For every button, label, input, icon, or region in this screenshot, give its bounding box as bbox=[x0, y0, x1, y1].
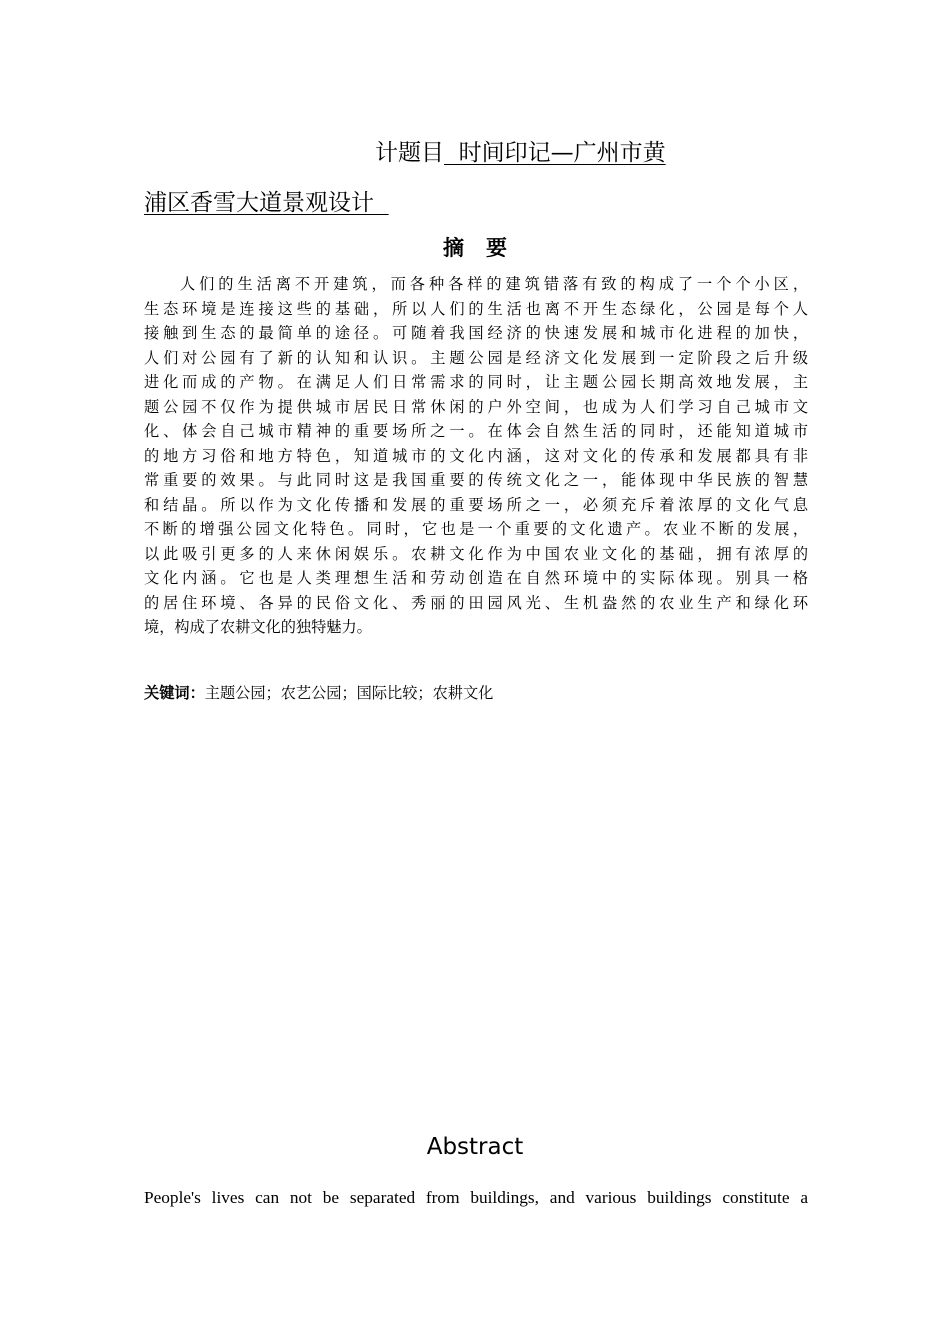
abstract-line: 接触到生态的最简单的途径。可随着我国经济的快速发展和城市化进程的加快， bbox=[144, 324, 808, 342]
chinese-abstract-heading-text: 摘 要 bbox=[443, 236, 507, 260]
english-abstract-heading: Abstract bbox=[426, 1134, 524, 1160]
abstract-line: 的地方习俗和地方特色，知道城市的文化内涵，这对文化的传承和发展都具有非 bbox=[144, 446, 808, 465]
abstract-line: 化、体会自己城市精神的重要场所之一。在体会自然生活的同时，还能知道城市 bbox=[144, 422, 808, 440]
abstract-line: 常重要的效果。与此同时这是我国重要的传统文化之一，能体现中华民族的智慧 bbox=[144, 471, 808, 489]
title-prefix: 计题目 bbox=[375, 140, 444, 166]
keywords-value: 主题公园；农艺公园；国际比较；农耕文化 bbox=[204, 684, 494, 702]
chinese-abstract-heading bbox=[0, 232, 950, 262]
english-abstract-first-line: People's lives can not be separated from buildings, and various buildings constitute a bbox=[144, 1188, 808, 1207]
abstract-line: 人们的生活离不开建筑，而各种各样的建筑错落有致的构成了一个个小区， bbox=[180, 275, 808, 293]
abstract-line: 以此吸引更多的人来休闲娱乐。农耕文化作为中国农业文化的基础，拥有浓厚的 bbox=[144, 544, 808, 563]
title-underlined-part-1: 时间印记—广州市黄 bbox=[444, 140, 666, 166]
abstract-line: 文化内涵。它也是人类理想生活和劳动创造在自然环境中的实际体现。别具一格 bbox=[144, 569, 808, 587]
abstract-line: 和结晶。所以作为文化传播和发展的重要场所之一，必须充斥着浓厚的文化气息 bbox=[144, 495, 808, 514]
thesis-title-line-1 bbox=[375, 134, 666, 167]
thesis-title-line-2 bbox=[144, 184, 389, 217]
chinese-abstract-body bbox=[144, 272, 808, 640]
keywords-label: 关键词： bbox=[144, 684, 205, 702]
abstract-line: 题公园不仅作为提供城市居民日常休闲的户外空间，也成为人们学习自己城市文 bbox=[144, 397, 808, 416]
abstract-line: 的居住环境、各异的民俗文化、秀丽的田园风光、生机盎然的农业生产和绿化环 bbox=[144, 593, 808, 612]
abstract-line: 生态环境是连接这些的基础，所以人们的生活也离不开生态绿化，公园是每个人 bbox=[144, 299, 808, 318]
abstract-line: 不断的增强公园文化特色。同时，它也是一个重要的文化遗产。农业不断的发展， bbox=[144, 520, 808, 538]
keywords-row bbox=[144, 682, 493, 703]
abstract-line: 境，构成了农耕文化的独特魅力。 bbox=[144, 618, 372, 636]
abstract-line: 进化而成的产物。在满足人们日常需求的同时，让主题公园长期高效地发展，主 bbox=[144, 373, 808, 391]
title-underlined-part-2: 浦区香雪大道景观设计 bbox=[144, 190, 389, 216]
abstract-line: 人们对公园有了新的认知和认识。主题公园是经济文化发展到一定阶段之后升级 bbox=[144, 348, 808, 367]
